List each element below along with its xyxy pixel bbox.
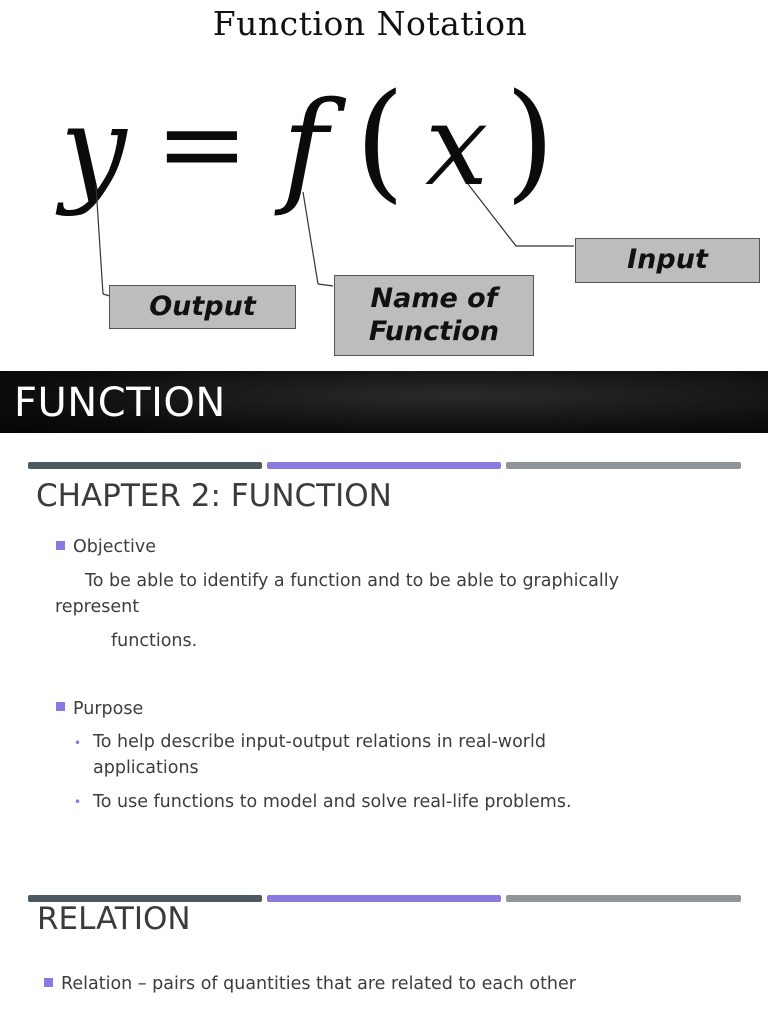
equation-equals: =: [155, 79, 249, 209]
objective-text-line3: functions.: [111, 631, 198, 651]
objective-heading: Objective: [73, 537, 156, 557]
divider-purple: [267, 895, 501, 902]
objective-text-line1: To be able to identify a function and to be able to graphically: [85, 571, 619, 591]
equation-y: y: [60, 80, 127, 218]
notation-title: Function Notation: [212, 4, 528, 43]
dot-bullet: •: [74, 795, 82, 809]
purpose-heading: Purpose: [73, 699, 144, 719]
equation-right-paren: ): [505, 67, 555, 216]
dot-bullet: •: [74, 736, 82, 750]
equation-left-paren: (: [355, 67, 405, 216]
purpose-item2: To use functions to model and solve real-life problems.: [93, 792, 572, 812]
input-connector: [468, 184, 574, 246]
name-label-line1: Name of: [370, 283, 498, 315]
divider-dark: [28, 462, 262, 469]
square-bullet: [56, 702, 65, 711]
name-connector: [303, 192, 318, 284]
purpose-item1-line2: applications: [93, 758, 199, 778]
purpose-item1-line1: To help describe input-output relations in real-world: [93, 732, 546, 752]
divider-gray: [506, 895, 741, 902]
banner-title: FUNCTION: [14, 380, 226, 426]
output-connector: [96, 186, 103, 294]
name-of-function-label: [334, 275, 534, 356]
output-label: Output: [109, 285, 296, 329]
relation-bullet-text: Relation – pairs of quantities that are related to each other: [61, 974, 576, 994]
square-bullet: [56, 541, 65, 550]
chapter-title: CHAPTER 2: FUNCTION: [36, 478, 392, 514]
relation-title: RELATION: [37, 901, 191, 937]
name-connector-tail: [318, 284, 333, 286]
divider-purple: [267, 462, 501, 469]
equation-f: f: [282, 76, 328, 220]
equation-x: x: [425, 81, 489, 211]
input-label: Input: [575, 238, 760, 283]
divider-gray: [506, 462, 741, 469]
square-bullet: [44, 978, 53, 987]
name-label-line2: Function: [368, 315, 500, 347]
objective-text-line2: represent: [55, 597, 140, 617]
